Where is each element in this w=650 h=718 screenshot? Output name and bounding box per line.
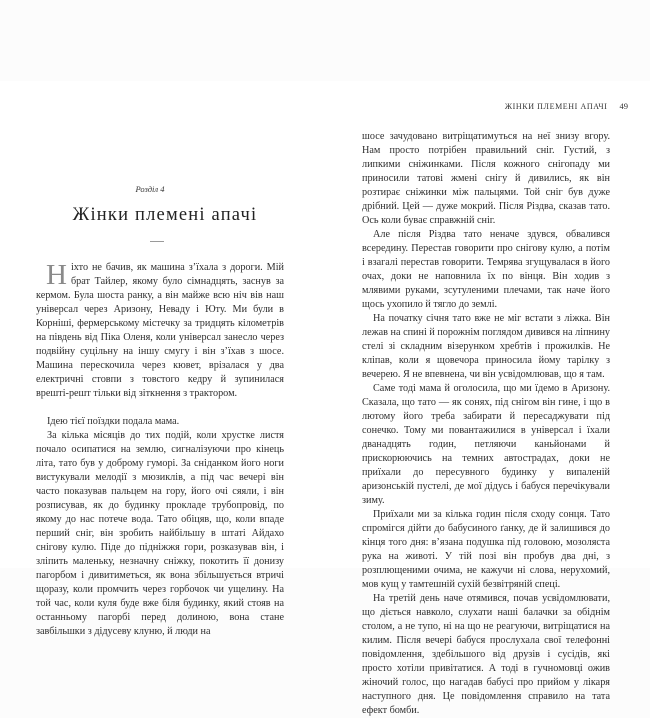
paragraph: шосе зачудовано витріщатимуться на неї знизу вгору. Нам просто потрібен правильний сніг. Густий, з липкими сніжинками. Після кожного снігопаду ми приносили татові жмені снігу й дивились, як він розтирає сніжинки між пальцями. Той сніг був дуже дрібний. Цей — дуже мокрий. Після Різдва, сказав тато. Ось коли буває справжній сніг. bbox=[362, 131, 610, 226]
paragraph: Приїхали ми за кілька годин після сходу сонця. Тато спромігся дійти до бабусиного ґанку, де й залишився до кінця того дня: в’язана подушка під головою, мозоляста рука на животі. У тій позі він пробув два дні, з розплющеними очима, не кажучи ні слова, нерухомий, мов кущ у тамтешній сухій безвітряній спеці. bbox=[362, 509, 610, 590]
opening-paragraph bbox=[36, 261, 284, 401]
chapter-title: Жінки племені апачі bbox=[72, 205, 258, 225]
right-page bbox=[325, 81, 650, 716]
left-column-text bbox=[36, 261, 284, 639]
running-head bbox=[505, 101, 628, 111]
running-head-title: ЖІНКИ ПЛЕМЕНІ АПАЧІ bbox=[504, 102, 608, 111]
paragraph: На третій день наче отямився, почав усвідомлювати, що діється навколо, слухати наші балачки за обіднім столом, а не тупо, ні на що не реагуючи, витріщатися на килим. Після вечері бабуся прослухала свої телефонні повідомлення, здебільшого від друзів і сусідів, які просто хотіли привітатися. А тоді в гучномовці ожив жіночий голос, що нагадав бабусі про прийом у лікаря наступного дня. Це повідомлення справило на тата ефект бомби. bbox=[362, 593, 610, 716]
drop-cap: Н bbox=[46, 259, 67, 291]
paragraph: На початку січня тато вже не міг встати з ліжка. Він лежав на спині й порожнім поглядом дивився на ліпнину стелі зі складним візерунком хребтів і прожилків. Не кліпав, коли я щовечора приносила йому тарілку з вечерею. Я не впевнена, чи він усвідомлював, що я там. bbox=[362, 313, 610, 380]
paragraph: Але після Різдва тато неначе здувся, обвалився всередину. Перестав говорити про снігову кулю, а потім і взагалі перестав говорити. Темрява згущувалася в його очах, доки не наповнила їх по вінця. Він ходив з млявими руками, зсутуленими плечами, так наче його щось ухопило й тягло до землі. bbox=[362, 229, 610, 310]
title-divider bbox=[150, 241, 164, 242]
opening-paragraph-text: іхто не бачив, як машина з’їхала з дороги. Мій брат Тайлер, якому було сімнадцять, заснув за кермом. Була шоста ранку, а він майже всю ніч вів наш універсал через Аризону, Неваду і Юту. Ми були в Корніші, фермерському містечку за тридцять кілометрів на південь від Піка Оленя, коли універсал занесло через подвійну суцільну на іншу смугу і він з’їхав з шосе. Машина перескочила через кювет, врізалася у два електричні стовпи з товстого кедру й зупинилася врешті-решт тільки від зіткнення з трактором. bbox=[36, 262, 284, 399]
right-column-text bbox=[362, 130, 610, 718]
page-number: 49 bbox=[619, 101, 628, 111]
left-page bbox=[0, 81, 325, 637]
paragraph: Ідею тієї поїздки подала мама. bbox=[47, 416, 180, 427]
paragraph: За кілька місяців до тих подій, коли хрустке листя почало осипатися на землю, сигналізуючи про кінець літа, тато був у доброму гуморі. За сніданком його ноги вистукували мелодії з мюзиклів, а під час вечері він часто показував пальцем на гору, його очі сяяли, і він розписував, як до будинку прокладе трубопровід, по якому до нас потече вода. Тато обіцяв, що, коли впаде перший сніг, він зробить найбільшу в штаті Айдахо снігову кулю. Піде до підніжжя гори, розказував він, і зліпить маленьку, незначну сніжку, покотить її донизу пагорбом і дивитиметься, як вона збільшується втричі щоразу, коли промчить через горбочок чи ущелину. На той час, коли куля буде вже біля будинку, який стояв на останньому пагорбі перед долиною, вона стане завбільшки з дідусеву клуню, й люди на bbox=[36, 430, 284, 637]
chapter-label: Розділ 4 bbox=[135, 184, 165, 194]
book-spread bbox=[0, 81, 650, 716]
paragraph: Саме тоді мама й оголосила, що ми їдемо в Аризону. Сказала, що тато — як сонях, під снігом він гине, і що в лютому його треба забирати й пересаджувати під сонечко. Тому ми повантажилися в універсал і їхали дванадцять годин, петляючи каньйонами й прискорюючись на темних автострадах, доки не приїхали до пересувного будинку у випаленій аризонській пустелі, де мої дідусь і бабуся перечікували зиму. bbox=[362, 383, 610, 506]
